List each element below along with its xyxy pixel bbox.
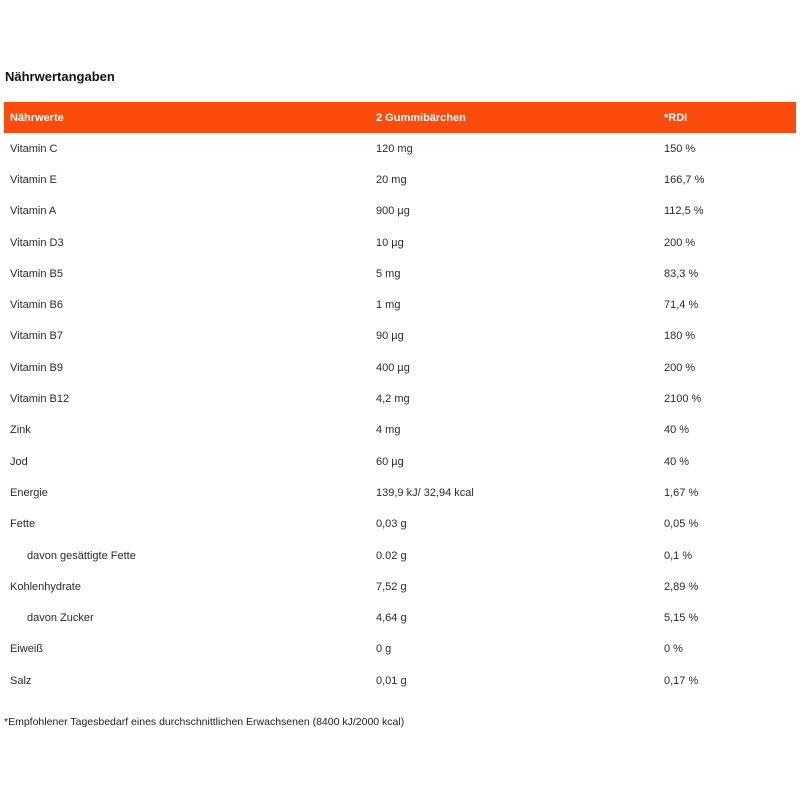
nutrient-rdi: 0,05 %: [664, 518, 699, 531]
nutrient-name: davon Zucker: [27, 612, 94, 625]
table-row: [4, 258, 796, 289]
nutrient-name: Vitamin E: [10, 173, 57, 186]
nutrient-rdi: 5,15 %: [664, 612, 699, 625]
table-row: [4, 383, 796, 414]
nutrient-rdi: 2100 %: [664, 393, 702, 406]
nutrient-amount: 4,2 mg: [376, 393, 410, 406]
nutrient-name: Vitamin A: [10, 205, 57, 218]
nutrient-rdi: 112,5 %: [664, 205, 704, 218]
nutrient-amount: 900 µg: [376, 205, 410, 218]
table-row: [4, 540, 796, 571]
table-row: [4, 227, 796, 258]
nutrient-rdi: 200 %: [664, 236, 696, 249]
table-row: [4, 415, 796, 446]
column-header-rdi: *RDI: [664, 111, 688, 124]
nutrient-name: Vitamin B6: [10, 299, 63, 312]
nutrient-amount: 4 mg: [376, 424, 401, 437]
nutrient-rdi: 2,89 %: [664, 580, 699, 593]
nutrient-name: Eiweiß: [10, 643, 44, 656]
nutrient-rdi: 40 %: [664, 455, 690, 468]
table-row: [4, 321, 796, 352]
nutrient-amount: 7,52 g: [376, 580, 407, 593]
nutrient-amount: 60 µg: [376, 455, 404, 468]
table-row: [4, 477, 796, 508]
nutrient-rdi: 166,7 %: [664, 173, 705, 186]
table-row: [4, 289, 796, 320]
nutrient-rdi: 0 %: [664, 643, 683, 656]
nutrition-table: [4, 102, 796, 696]
nutrient-amount: 120 mg: [376, 142, 413, 155]
nutrient-rdi: 180 %: [664, 330, 696, 343]
table-row: [4, 446, 796, 477]
nutrient-rdi: 0,1 %: [664, 549, 693, 562]
nutrient-name: Kohlenhydrate: [10, 580, 81, 593]
table-row: [4, 164, 796, 195]
table-row: [4, 571, 796, 602]
nutrient-name: davon gesättigte Fette: [27, 549, 136, 562]
nutrient-amount: 1 mg: [376, 299, 401, 312]
nutrient-amount: 0,01 g: [376, 674, 407, 687]
nutrient-amount: 139,9 kJ/ 32,94 kcal: [376, 486, 474, 499]
nutrient-name: Jod: [10, 455, 28, 468]
nutrient-name: Salz: [10, 674, 32, 687]
nutrient-name: Vitamin B12: [10, 393, 70, 406]
nutrient-rdi: 1,67 %: [664, 486, 699, 499]
nutrient-name: Energie: [10, 486, 48, 499]
column-header-nutrients: Nährwerte: [10, 111, 64, 124]
nutrient-amount: 4,64 g: [376, 612, 407, 625]
table-row: [4, 133, 796, 164]
nutrient-rdi: 83,3 %: [664, 267, 699, 280]
table-row: [4, 602, 796, 633]
nutrient-name: Fette: [10, 518, 36, 531]
nutrient-name: Vitamin B5: [10, 267, 63, 280]
nutrient-amount: 400 µg: [376, 361, 410, 374]
table-row: [4, 196, 796, 227]
column-header-amount: 2 Gummibärchen: [376, 111, 466, 124]
nutrient-amount: 0,03 g: [376, 518, 407, 531]
nutrient-name: Vitamin C: [10, 142, 58, 155]
nutrient-rdi: 71,4 %: [664, 299, 699, 312]
footnote: *Empfohlener Tagesbedarf eines durchschnittlichen Erwachsenen (8400 kJ/2000 kcal): [4, 716, 405, 728]
nutrient-amount: 90 µg: [376, 330, 404, 343]
nutrient-name: Vitamin B7: [10, 330, 63, 343]
nutrient-rdi: 0,17 %: [664, 674, 699, 687]
page-title: Nährwertangaben: [5, 69, 115, 84]
nutrient-rdi: 200 %: [664, 361, 696, 374]
table-row: [4, 352, 796, 383]
nutrient-name: Vitamin B9: [10, 361, 63, 374]
nutrient-amount: 10 µg: [376, 236, 404, 249]
table-body: [4, 133, 796, 696]
nutrient-rdi: 150 %: [664, 142, 696, 155]
nutrient-amount: 0.02 g: [376, 549, 407, 562]
nutrient-amount: 0 g: [376, 643, 392, 656]
table-row: [4, 509, 796, 540]
table-header-row: [4, 102, 796, 133]
nutrient-rdi: 40 %: [664, 424, 690, 437]
table-row: [4, 634, 796, 665]
nutrient-name: Zink: [10, 424, 31, 437]
nutrient-name: Vitamin D3: [10, 236, 64, 249]
nutrient-amount: 20 mg: [376, 173, 407, 186]
nutrient-amount: 5 mg: [376, 267, 401, 280]
table-row: [4, 665, 796, 696]
